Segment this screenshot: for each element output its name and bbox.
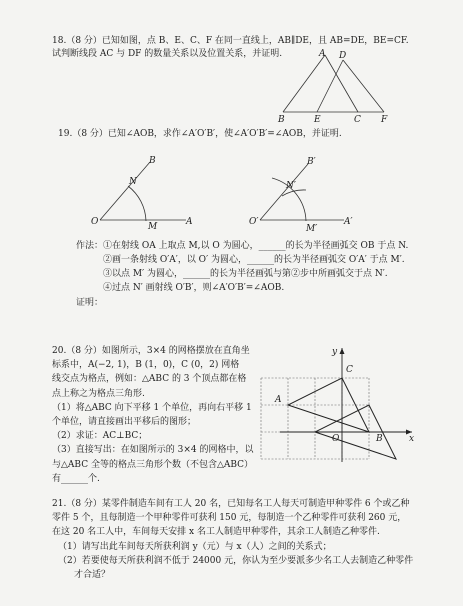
q18-label-b: B [278, 115, 285, 125]
q19-fig1-label-b: B [149, 156, 156, 166]
q21-line: 零件 5 个，且每制造一个甲种零件可获利 150 元，每制造一个乙种零件可获利 260 元， [52, 513, 407, 524]
q20-line: 线交点为格点，例如：△ABC 的 3 个顶点都在格 [52, 374, 247, 385]
q18-label-f: F [381, 115, 388, 125]
q18-label-a: A [319, 49, 326, 59]
q19-line1: 19.（8 分）已知∠AOB，求作∠A′O′B′，使∠A′O′B′=∠AOB，并证明. [58, 129, 342, 139]
q20-line: 标系中，A(−2, 1)，B (1，0)，C (0，2) 网格 [52, 360, 240, 371]
q20-line: （1）将△ABC 向下平移 1 个单位，再向右平移 1 [52, 402, 252, 413]
q20-line: 20.（8 分）如图所示，3×4 的网格摆放在直角坐 [52, 346, 250, 356]
q20-line: （3）直接写出：在如图所示的 3×4 的网格中，以 [52, 445, 254, 456]
q21-line: （1）请写出此车间每天所获利润 y（元）与 x（人）之间的关系式； [58, 541, 332, 552]
q18-label-e: E [314, 115, 321, 125]
q18-label-c: C [354, 115, 361, 125]
q21-line: 在这 20 名工人中，车间每天安排 x 名工人制造甲种零件，其余工人制造乙种零件. [52, 527, 380, 538]
q20-label-x: x [409, 434, 415, 444]
q18-line2: 试判断线段 AC 与 DF 的数量关系以及位置关系，并证明. [52, 49, 283, 59]
q19-fig2-label-m: M′ [306, 224, 318, 234]
q20-label-o: O [332, 434, 340, 444]
q19-fig1-label-n: N [129, 177, 137, 187]
q19-fig1-label-o: O [91, 217, 99, 227]
q19-fig1-label-m: M [148, 222, 158, 232]
q18-line1: 18.（8 分）已知如图，点 B、E、C、F 在同一直线上，AB∥DE，且 AB=DE，BE=CF. [52, 36, 409, 46]
q19-fig2-label-n: N′ [286, 181, 296, 191]
q20-label-c: C [346, 365, 353, 375]
q19-step-1: 作法：①在射线 OA 上取点 M,以 O 为圆心，______的长为半径画弧交 OB 于点 N. [76, 241, 409, 251]
q19-fig2-label-o: O′ [249, 217, 259, 227]
q20-line: 有______个. [52, 473, 100, 484]
q19-proof: 证明： [76, 298, 104, 308]
q20-grid [261, 378, 369, 459]
q20-line: 与△ABC 全等的格点三角形个数（不包含△ABC） [52, 459, 254, 470]
q20-y-arrow [340, 348, 345, 354]
q19-step-4: ④过点 N′ 画射线 O′B′，则∠A′O′B′=∠AOB. [103, 283, 285, 293]
q21-line: 才合适？ [74, 570, 111, 581]
q20-line: 个单位，请直接画出平移后的图形； [52, 417, 197, 428]
q18-label-d: D [339, 51, 347, 61]
q19-fig1-label-a: A [186, 217, 193, 227]
q20-line: 点上称之为格点三角形. [52, 388, 145, 399]
q20-label-y: y [332, 347, 338, 357]
q20-label-a: A [275, 395, 282, 405]
q19-step-2: ②画一条射线 O′A′，以 O′ 为圆心，______的长为半径画弧交 O′A′ 于点 M′. [103, 255, 405, 265]
q21-line: 21.（8 分）某零件制造车间有工人 20 名，已知每名工人每天可制造甲种零件 6 个或乙种 [52, 499, 410, 509]
q19-step-3: ③以点 M′ 为圆心，______的长为半径画弧与第②步中所画弧交于点 N′. [103, 269, 388, 279]
q21-text [52, 497, 413, 582]
q21-line: （2）若要使每天所获利润不低于 24000 元，你认为至少要派多少名工人去制造乙种零件 [58, 555, 414, 566]
q20-label-b: B [376, 434, 383, 444]
q19-fig2-label-b: B′ [307, 157, 316, 167]
q19-fig2-label-a: A′ [344, 217, 353, 227]
q20-line: （2）求证：AC⊥BC； [52, 431, 148, 442]
